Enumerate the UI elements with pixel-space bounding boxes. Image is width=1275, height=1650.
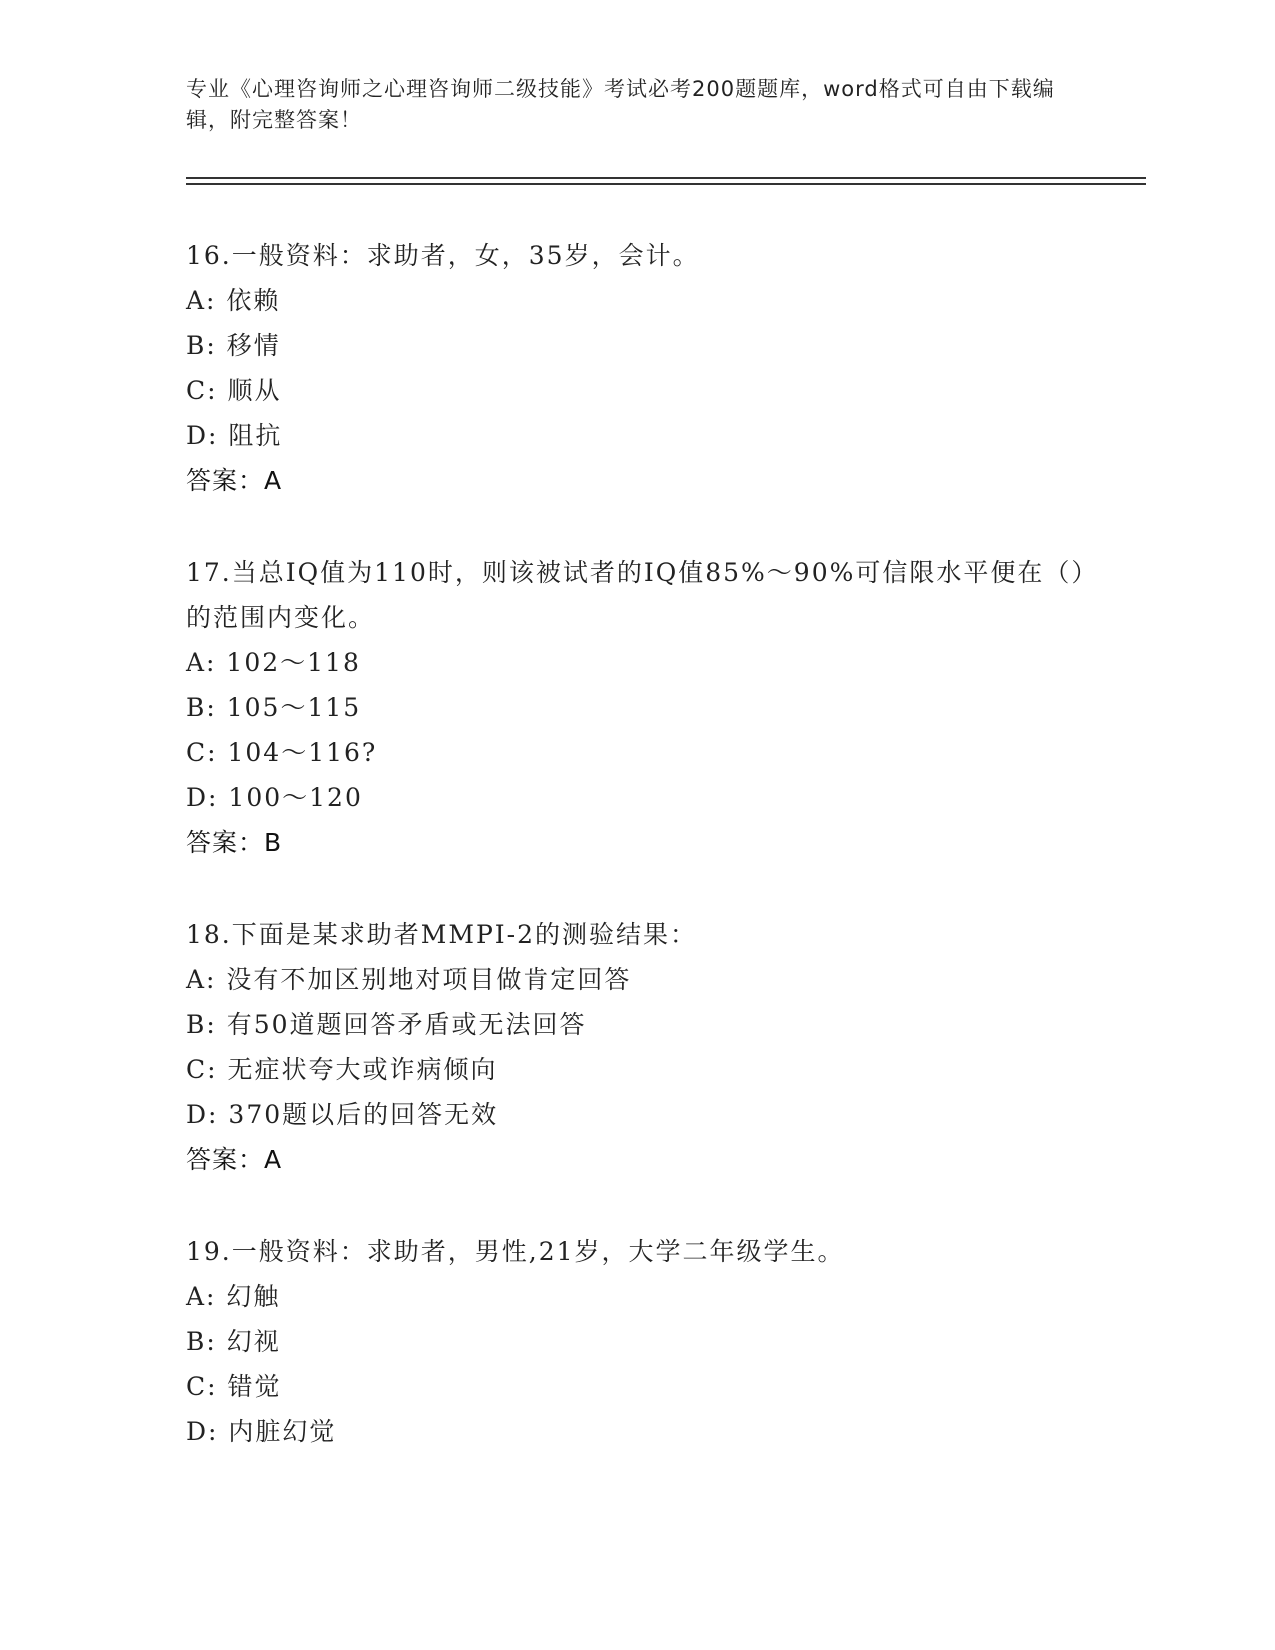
question-stem: 19.一般资料：求助者，男性,21岁，大学二年级学生。 — [186, 1237, 845, 1266]
option-a: A: 依赖 — [186, 286, 281, 315]
option-b: B: 有50道题回答矛盾或无法回答 — [186, 1010, 587, 1039]
option-b: B: 幻视 — [186, 1327, 281, 1356]
option-a: A: 102～118 — [186, 648, 361, 677]
option-a: A: 幻触 — [186, 1282, 281, 1311]
option-b: B: 105～115 — [186, 693, 362, 722]
option-b: B: 移情 — [186, 331, 281, 360]
option-d: D: 100～120 — [186, 783, 363, 812]
question-16 — [186, 233, 1086, 503]
option-c: C: 顺从 — [186, 376, 282, 405]
option-c: C: 104～116? — [186, 738, 378, 767]
question-stem: 16.一般资料：求助者，女，35岁，会计。 — [186, 241, 700, 270]
answer-line: 答案：A — [186, 466, 283, 495]
option-c: C: 错觉 — [186, 1372, 282, 1401]
option-c: C: 无症状夸大或诈病倾向 — [186, 1055, 498, 1084]
question-stem: 18.下面是某求助者MMPI-2的测验结果： — [186, 920, 698, 949]
answer-line: 答案：A — [186, 1145, 283, 1174]
question-stem: 17.当总IQ值为110时，则该被试者的IQ值85%～90%可信限水平便在（）的范围内变化。 — [186, 558, 1086, 632]
question-19 — [186, 1229, 1086, 1454]
option-d: D: 阻抗 — [186, 421, 283, 450]
answer-line: 答案：B — [186, 828, 283, 857]
option-d: D: 370题以后的回答无效 — [186, 1100, 499, 1129]
header-divider-top — [186, 177, 1146, 179]
header-divider-bottom — [186, 183, 1146, 185]
question-18 — [186, 912, 1086, 1182]
option-a: A: 没有不加区别地对项目做肯定回答 — [186, 965, 632, 994]
option-d: D: 内脏幻觉 — [186, 1417, 337, 1446]
document-header: 专业《心理咨询师之心理咨询师二级技能》考试必考200题题库，word格式可自由下载编辑，附完整答案！ — [186, 77, 1055, 132]
question-17 — [186, 550, 1086, 865]
